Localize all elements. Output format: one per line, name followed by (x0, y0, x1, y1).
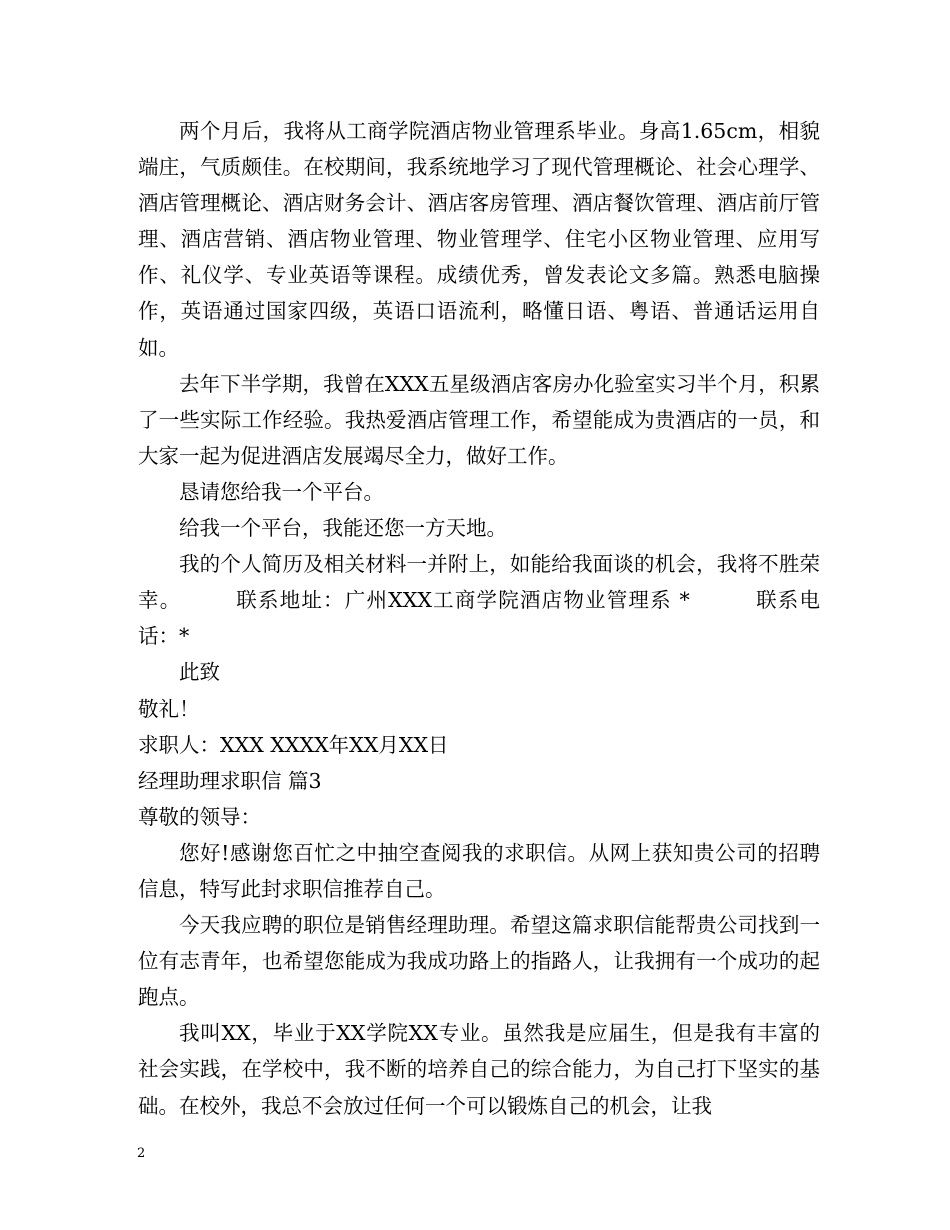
paragraph: 我的个人简历及相关材料一并附上，如能给我面谈的机会，我将不胜荣幸。 联系地址：广州XXX工商学院酒店物业管理系 * 联系电话：* (138, 552, 820, 649)
paragraph: 此致 (179, 660, 220, 685)
paragraph: 经理助理求职信 篇3 (138, 768, 322, 793)
paragraph: 两个月后，我将从工商学院酒店物业管理系毕业。身高1.65cm，相貌端庄，气质颇佳。在校期间，我系统地学习了现代管理概论、社会心理学、酒店管理概论、酒店财务会计、酒店客房管理、酒店餐饮管理、酒店前厅管理、酒店营销、酒店物业管理、物业管理学、住宅小区物业管理、应用写作、礼仪学、专业英语等课程。成绩优秀，曾发表论文多篇。熟悉电脑操作，英语通过国家四级，英语口语流利，略懂日语、粤语、普通话运用自如。 (138, 119, 820, 360)
paragraph: 今天我应聘的职位是销售经理助理。希望这篇求职信能帮贵公司找到一位有志青年，也希望您能成为我成功路上的指路人，让我拥有一个成功的起跑点。 (138, 913, 820, 1010)
paragraph: 尊敬的领导： (138, 804, 261, 829)
paragraph: 我叫XX，毕业于XX学院XX专业。虽然我是应届生，但是我有丰富的社会实践，在学校中，我不断的培养自己的综合能力，为自己打下坚实的基础。在校外，我总不会放过任何一个可以锻炼自己的机会，让我 (138, 1021, 820, 1118)
paragraph: 给我一个平台，我能还您一方天地。 (179, 516, 507, 541)
paragraph: 恳请您给我一个平台。 (179, 479, 384, 504)
paragraph: 去年下半学期，我曾在XXX五星级酒店客房办化验室实习半个月，积累了一些实际工作经验。我热爱酒店管理工作，希望能成为贵酒店的一员，和大家一起为促进酒店发展竭尽全力，做好工作。 (138, 371, 820, 468)
paragraph: 敬礼！ (138, 696, 200, 721)
paragraph: 您好!感谢您百忙之中抽空查阅我的求职信。从网上获知贵公司的招聘信息，特写此封求职信推荐自己。 (138, 840, 820, 901)
page-number: 2 (137, 1146, 146, 1161)
document-body (138, 113, 820, 1124)
paragraph: 求职人：XXX XXXX年XX月XX日 (138, 732, 449, 757)
